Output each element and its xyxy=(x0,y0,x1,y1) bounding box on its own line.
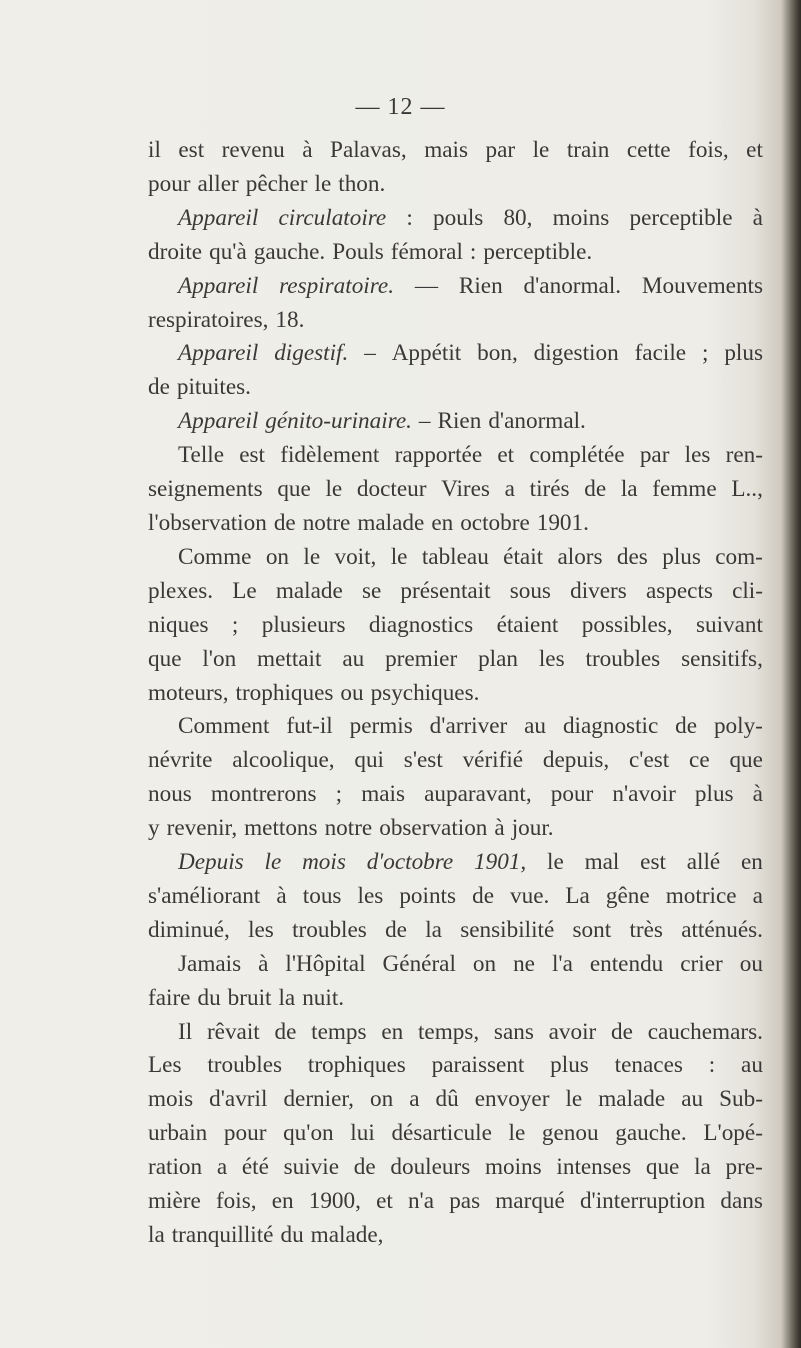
text-line: diminué, les troubles de la sensibilité sont très atténués. xyxy=(148,916,763,943)
text-line: y revenir, mettons notre observation à jour. xyxy=(148,815,554,842)
text-line: Comme on le voit, le tableau était alors des plus com- xyxy=(178,543,763,570)
text-line: névrite alcoolique, qui s'est vérifié depuis, c'est ce que xyxy=(148,747,763,774)
text-line: mière fois, en 1900, et n'a pas marqué d'interruption dans xyxy=(148,1188,763,1215)
text-line: respiratoires, 18. xyxy=(148,306,305,333)
text-line: que l'on mettait au premier plan les troubles sensitifs, xyxy=(148,645,763,672)
text-line: Jamais à l'Hôpital Général on ne l'a entendu crier ou xyxy=(178,950,763,977)
text-line: droite qu'à gauche. Pouls fémoral : perceptible. xyxy=(148,238,593,265)
text-line: Appareil digestif. – Appétit bon, digestion facile ; plus xyxy=(178,340,763,367)
text-line: l'observation de notre malade en octobre 1901. xyxy=(148,509,589,536)
text-line: moteurs, trophiques ou psychiques. xyxy=(148,679,480,706)
text-line: de pituites. xyxy=(148,374,251,401)
text-line: seignements que le docteur Vires a tirés de la femme L.., xyxy=(148,476,763,503)
text-line: pour aller pêcher le thon. xyxy=(148,170,386,197)
text-line: Il rêvait de temps en temps, sans avoir de cauchemars. xyxy=(178,1018,763,1045)
text-line: faire du bruit la nuit. xyxy=(148,984,345,1011)
text-line: ration a été suivie de douleurs moins intenses que la pre- xyxy=(148,1154,763,1181)
text-line: Appareil circulatoire : pouls 80, moins perceptible à xyxy=(178,204,763,231)
text-line: Les troubles trophiques paraissent plus tenaces : au xyxy=(148,1052,763,1079)
text-line: nous montrerons ; mais auparavant, pour n'avoir plus à xyxy=(148,781,763,808)
page-number: — 12 — xyxy=(355,94,446,120)
text-line: la tranquillité du malade, xyxy=(148,1222,384,1248)
text-line: plexes. Le malade se présentait sous divers aspects cli- xyxy=(148,577,763,604)
text-line: Comment fut-il permis d'arriver au diagnostic de poly- xyxy=(178,713,763,740)
body-text xyxy=(148,134,763,1253)
text-line: Appareil respiratoire. — Rien d'anormal. Mouvements xyxy=(178,272,763,299)
text-line: niques ; plusieurs diagnostics étaient possibles, suivant xyxy=(148,611,763,638)
text-line: s'améliorant à tous les points de vue. La gêne motrice a xyxy=(148,882,763,909)
text-line: urbain pour qu'on lui désarticule le genou gauche. L'opé- xyxy=(148,1120,763,1147)
text-line: Telle est fidèlement rapportée et complétée par les ren- xyxy=(178,442,763,469)
text-line: il est revenu à Palavas, mais par le train cette fois, et xyxy=(148,137,763,163)
text-line: mois d'avril dernier, on a dû envoyer le malade au Sub- xyxy=(148,1086,763,1113)
text-line: Appareil génito-urinaire. – Rien d'anormal. xyxy=(178,408,586,435)
text-line: Depuis le mois d'octobre 1901, le mal est allé en xyxy=(178,849,763,876)
